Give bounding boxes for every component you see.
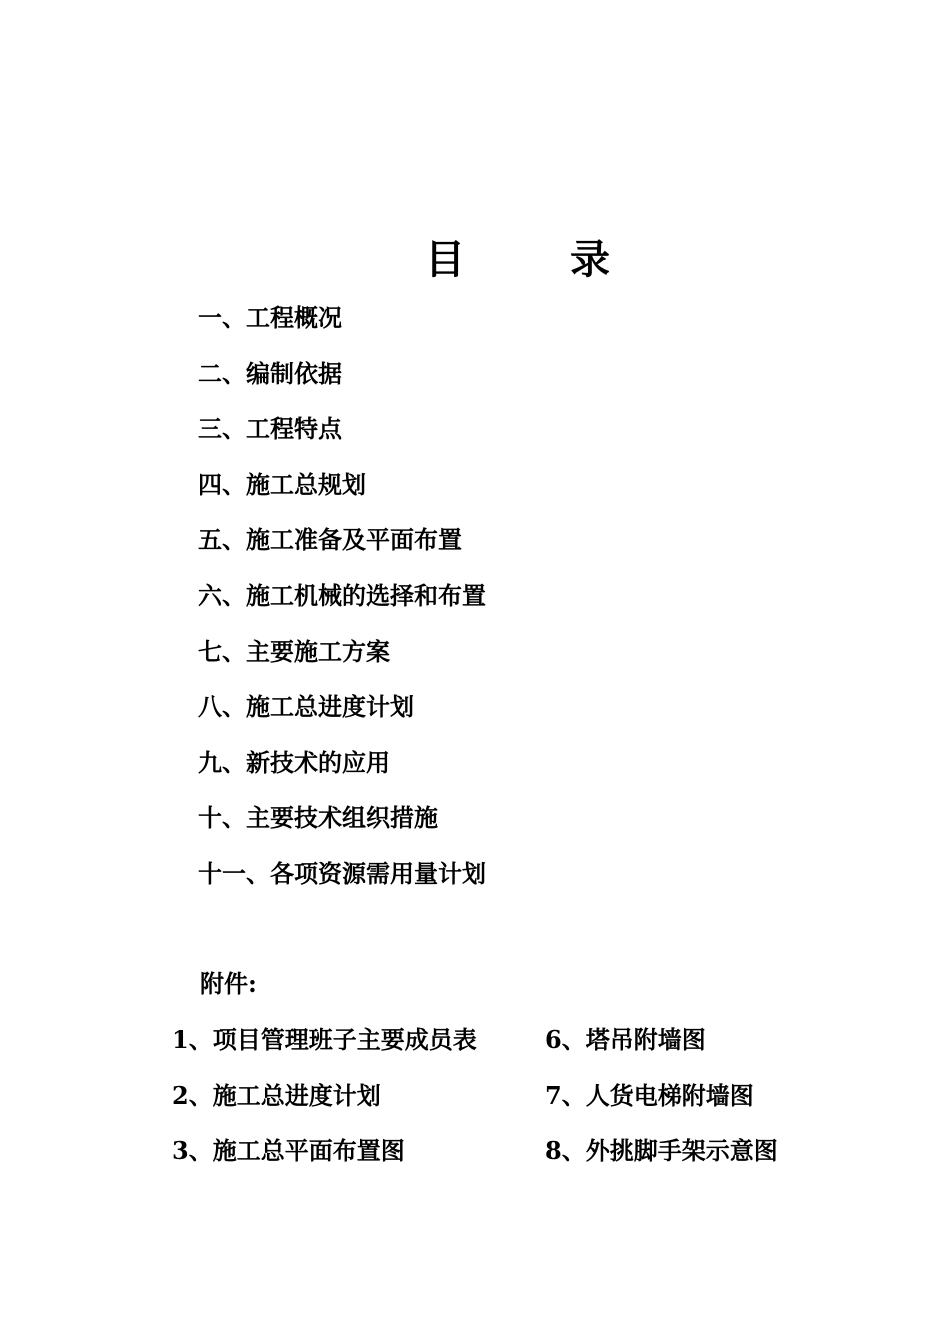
toc-item-11: 十一、各项资源需用量计划 bbox=[198, 858, 486, 888]
attachment-item-2: 2、施工总进度计划 bbox=[172, 1080, 381, 1110]
attachments-right-column bbox=[545, 1022, 778, 1189]
toc-item-10: 十、主要技术组织措施 bbox=[198, 803, 438, 833]
attachments-heading: 附件: bbox=[200, 969, 257, 998]
table-of-contents bbox=[198, 300, 798, 912]
attachment-item-8: 8、外挑脚手架示意图 bbox=[545, 1136, 778, 1165]
toc-item-4: 四、施工总规划 bbox=[198, 469, 366, 499]
title-char-lu: 录 bbox=[570, 236, 610, 283]
attachments-left-column bbox=[172, 1022, 477, 1189]
toc-item-6: 六、施工机械的选择和布置 bbox=[198, 580, 486, 610]
toc-item-3: 三、工程特点 bbox=[198, 414, 342, 444]
attachment-item-6: 6、塔吊附墙图 bbox=[545, 1025, 706, 1054]
toc-item-5: 五、施工准备及平面布置 bbox=[198, 525, 462, 555]
toc-item-9: 九、新技术的应用 bbox=[198, 747, 390, 777]
toc-item-2: 二、编制依据 bbox=[198, 358, 342, 388]
toc-item-8: 八、施工总进度计划 bbox=[198, 692, 414, 722]
attachment-item-3: 3、施工总平面布置图 bbox=[172, 1136, 405, 1165]
toc-item-1: 一、工程概况 bbox=[198, 303, 342, 332]
attachment-item-1: 1、项目管理班子主要成员表 bbox=[172, 1025, 477, 1054]
page-title bbox=[0, 232, 950, 288]
attachment-item-7: 7、人货电梯附墙图 bbox=[545, 1080, 754, 1110]
toc-item-7: 七、主要施工方案 bbox=[198, 636, 390, 666]
title-char-mu: 目 bbox=[425, 236, 465, 283]
